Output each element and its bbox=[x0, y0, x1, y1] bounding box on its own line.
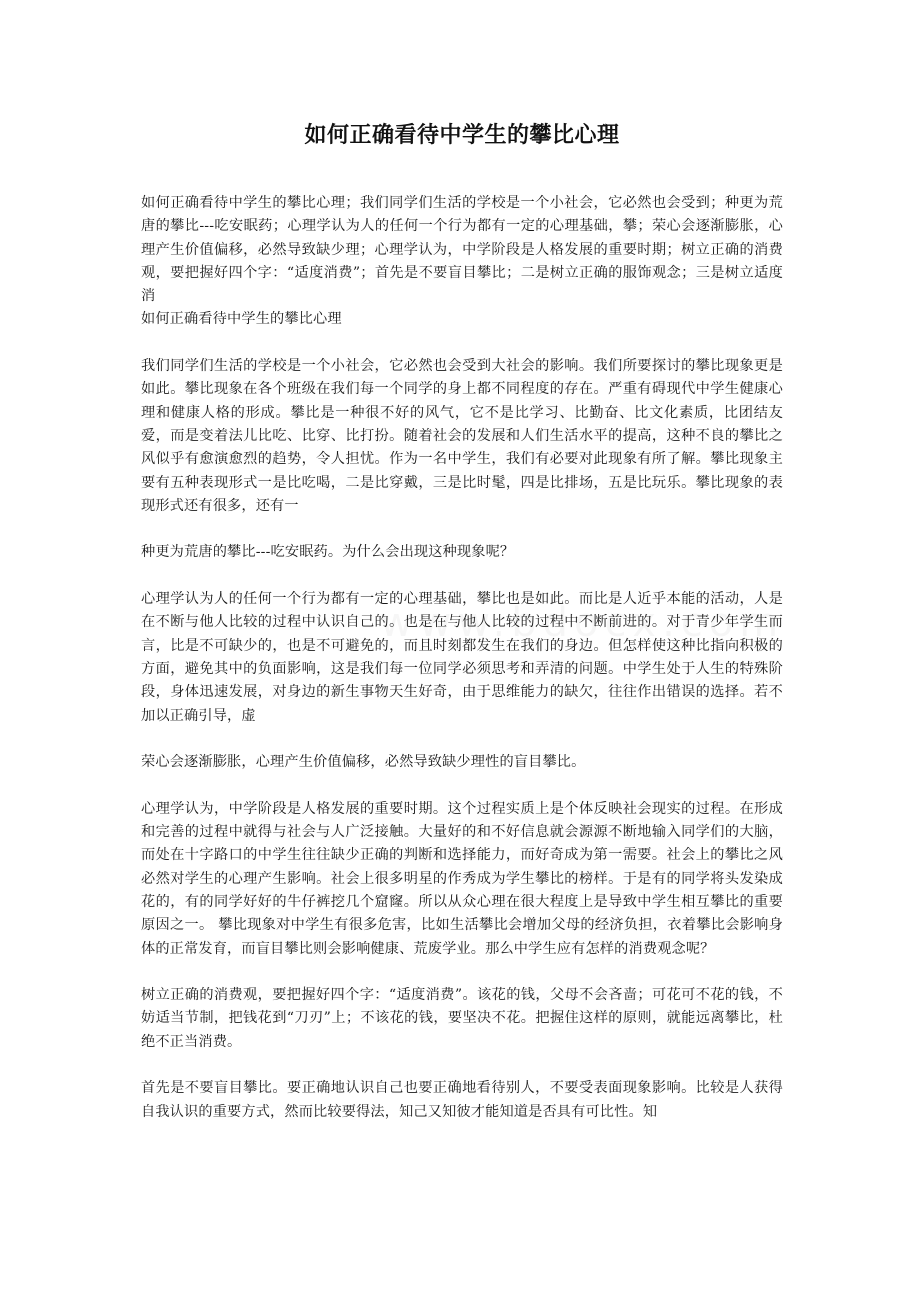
document-page bbox=[141, 118, 783, 1124]
summary-paragraph: 如何正确看待中学生的攀比心理；我们同学们生活的学校是一个小社会，它必然也会受到；种更为荒唐的攀比---吃安眠药；心理学认为人的任何一个行为都有一定的心理基础，攀；荣心会逐渐膨胀，心理产生价值偏移，必然导致缺少理；心理学认为，中学阶段是人格发展的重要时期；树立正确的消费观，要把握好四个字：“适度消费”；首先是不要盲目攀比；二是树立正确的服饰观念；三是树立适度消 bbox=[141, 195, 783, 305]
subtitle-line: 如何正确看待中学生的攀比心理 bbox=[141, 311, 342, 328]
body-paragraph: 荣心会逐渐膨胀，心理产生价值偏移，必然导致缺少理性的盲目攀比。 bbox=[141, 754, 586, 771]
body-paragraph: 心理学认为，中学阶段是人格发展的重要时期。这个过程实质上是个体反映社会现实的过程。在形成和完善的过程中就得与社会与人广泛接触。大量好的和不好信息就会源源不断地输入同学们的大脑，而处在十字路口的中学生往往缺少正确的判断和选择能力，而好奇成为第一需要。社会上的攀比之风必然对学生的心理产生影响。社会上很多明星的作秀成为学生攀比的榜样。于是有的同学将头发染成花的，有的同学好好的牛仔裤挖几个窟窿。所以从众心理在很大程度上是导致中学生相互攀比的重要原因之一。 攀比现象对中学生有很多危害，比如生活攀比会增加父母的经济负担，衣着攀比会影响身体的正常发育，而盲目攀比则会影响健康、荒废学业。那么中学生应有怎样的消费观念呢？ bbox=[141, 800, 783, 957]
body-paragraph: 心理学认为人的任何一个行为都有一定的心理基础，攀比也是如此。而比是人近乎本能的活动，人是在不断与他人比较的过程中认识自己的。也是在与他人比较的过程中不断前进的。对于青少年学生而言，比是不可缺少的，也是不可避免的，而且时刻都发生在我们的身边。但怎样使这种比指向积极的方面，避免其中的负面影响，这是我们每一位同学必须思考和弄清的问题。中学生处于人生的特殊阶段，身体迅速发展，对身边的新生事物天生好奇，由于思维能力的缺欠，往往作出错误的选择。若不加以正确引导，虚 bbox=[141, 591, 783, 724]
body-paragraph: 种更为荒唐的攀比---吃安眠药。为什么会出现这种现象呢？ bbox=[141, 544, 515, 561]
document-title: 如何正确看待中学生的攀比心理 bbox=[304, 123, 620, 148]
body-paragraph: 树立正确的消费观，要把握好四个字：“适度消费”。该花的钱，父母不会吝啬；可花可不花的钱，不妨适当节制，把钱花到“刀刃”上；不该花的钱，要坚决不花。把握住这样的原则，就能远离攀比，杜绝不正当消费。 bbox=[141, 987, 783, 1050]
body-paragraph: 首先是不要盲目攀比。要正确地认识自己也要正确地看待别人，不要受表面现象影响。比较是人获得自我认识的重要方式，然而比较要得法，知己又知彼才能知道是否具有可比性。知 bbox=[141, 1080, 783, 1120]
body-paragraph: 我们同学们生活的学校是一个小社会，它必然也会受到大社会的影响。我们所要探讨的攀比现象更是如此。攀比现象在各个班级在我们每一个同学的身上都不同程度的存在。严重有碍现代中学生健康心理和健康人格的形成。攀比是一种很不好的风气，它不是比学习、比勤奋、比文化素质，比团结友爱，而是变着法儿比吃、比穿、比打扮。随着社会的发展和人们生活水平的提高，这种不良的攀比之风似乎有愈演愈烈的趋势，令人担忧。作为一名中学生，我们有必要对此现象有所了解。攀比现象主要有五种表现形式一是比吃喝，二是比穿戴，三是比时髦，四是比排场，五是比玩乐。攀比现象的表现形式还有很多，还有一 bbox=[141, 358, 783, 514]
